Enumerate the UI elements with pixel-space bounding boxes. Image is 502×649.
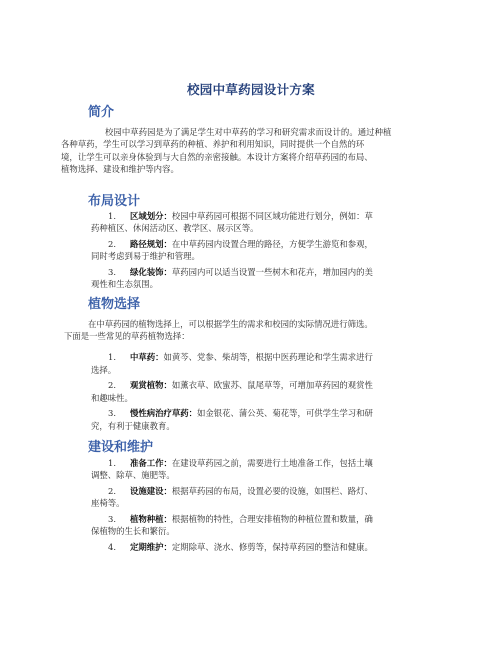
item-text [130, 379, 373, 391]
item-description: 如金银花、蒲公英、菊花等，可供学生学习和研 [197, 408, 373, 418]
plants-intro-line-1: 在中草药园的植物选择上，可以根据学生的需求和校园的实际情况进行筛选。 [88, 319, 373, 329]
item-term: 定期维护： [130, 542, 172, 552]
item-description: 草药园内可以适当设置一些树木和花卉，增加园内的美 [171, 267, 373, 277]
item-description: 校园中草药园可根据不同区域功能进行划分，例如：草 [171, 211, 373, 221]
intro-line-3: 境，让学生可以亲身体验到与大自然的亲密接触。本设计方案将介绍草药园的布局、 [61, 151, 373, 162]
item-continuation: 和趣味性。 [91, 393, 133, 403]
item-text [130, 513, 373, 525]
item-description: 根据草药园的布局，设置必要的设施，如围栏、路灯、 [171, 486, 373, 496]
item-text [130, 351, 373, 363]
item-term: 设施建设： [130, 486, 172, 496]
item-continuation: 同时考虑到易于维护和管理。 [91, 251, 200, 261]
item-number: 1. [108, 352, 116, 362]
item-continuation: 观性和生态氛围。 [91, 279, 158, 289]
item-term: 路径规划： [130, 239, 172, 249]
item-term: 观赏植物： [130, 380, 172, 390]
item-number: 1. [108, 458, 116, 468]
item-description: 定期除草、浇水、修剪等，保持草药园的整洁和健康。 [171, 542, 373, 552]
item-number: 3. [108, 408, 116, 418]
plants-intro-line-2: 下面是一些常见的草药植物选择： [64, 331, 190, 341]
item-continuation: 究，有利于健康教育。 [91, 421, 175, 431]
item-number: 1. [108, 211, 116, 221]
item-text [130, 485, 373, 497]
item-text [130, 238, 373, 250]
item-description: 在中草药园内设置合理的路径，方便学生游览和参观， [171, 239, 373, 249]
item-text [130, 541, 373, 553]
item-text [130, 210, 373, 222]
item-number: 4. [108, 542, 116, 552]
item-term: 中草药： [130, 352, 164, 362]
item-number: 3. [108, 267, 116, 277]
item-continuation: 药种植区、休闲活动区、教学区、展示区等。 [91, 223, 259, 233]
document-title: 校园中草药园设计方案 [186, 82, 315, 97]
item-continuation: 选择。 [91, 365, 117, 375]
heading-layout: 布局设计 [88, 194, 141, 209]
item-term: 区域划分： [130, 211, 172, 221]
item-number: 3. [108, 514, 116, 524]
item-description: 如黄芩、党参、柴胡等，根据中医药理论和学生需求进行 [163, 352, 373, 362]
item-number: 2. [108, 380, 116, 390]
item-text [130, 457, 373, 469]
item-text [130, 407, 373, 419]
item-text [130, 266, 373, 278]
heading-intro: 简介 [88, 105, 115, 120]
item-term: 植物种植： [130, 514, 172, 524]
item-term: 慢性病治疗草药： [130, 408, 197, 418]
item-description: 根据植物的特性，合理安排植物的种植位置和数量，确 [171, 514, 373, 524]
item-description: 如薰衣草、欧蜜苏、鼠尾草等，可增加草药园的观赏性 [171, 380, 373, 390]
intro-paragraph [61, 126, 428, 175]
item-continuation: 调整、除草、施肥等。 [91, 470, 175, 480]
intro-line-4: 植物选择、建设和维护等内容。 [61, 163, 179, 174]
item-term: 准备工作： [130, 458, 172, 468]
item-continuation: 保植物的生长和繁衍。 [91, 526, 175, 536]
intro-line-2: 各种草药，学生可以学习到草药的种植、养护和利用知识，同时提供一个自然的环 [61, 139, 365, 150]
item-term: 绿化装饰： [130, 267, 172, 277]
item-description: 在建设草药园之前，需要进行土地准备工作，包括土壤 [171, 458, 373, 468]
item-number: 2. [108, 486, 116, 496]
item-continuation: 座椅等。 [91, 498, 125, 508]
heading-plants: 植物选择 [88, 297, 141, 312]
heading-build: 建设和维护 [88, 440, 154, 455]
item-number: 2. [108, 239, 116, 249]
intro-line-1: 校园中草药园是为了满足学生对中草药的学习和研究需求而设计的。通过种植 [105, 127, 392, 137]
